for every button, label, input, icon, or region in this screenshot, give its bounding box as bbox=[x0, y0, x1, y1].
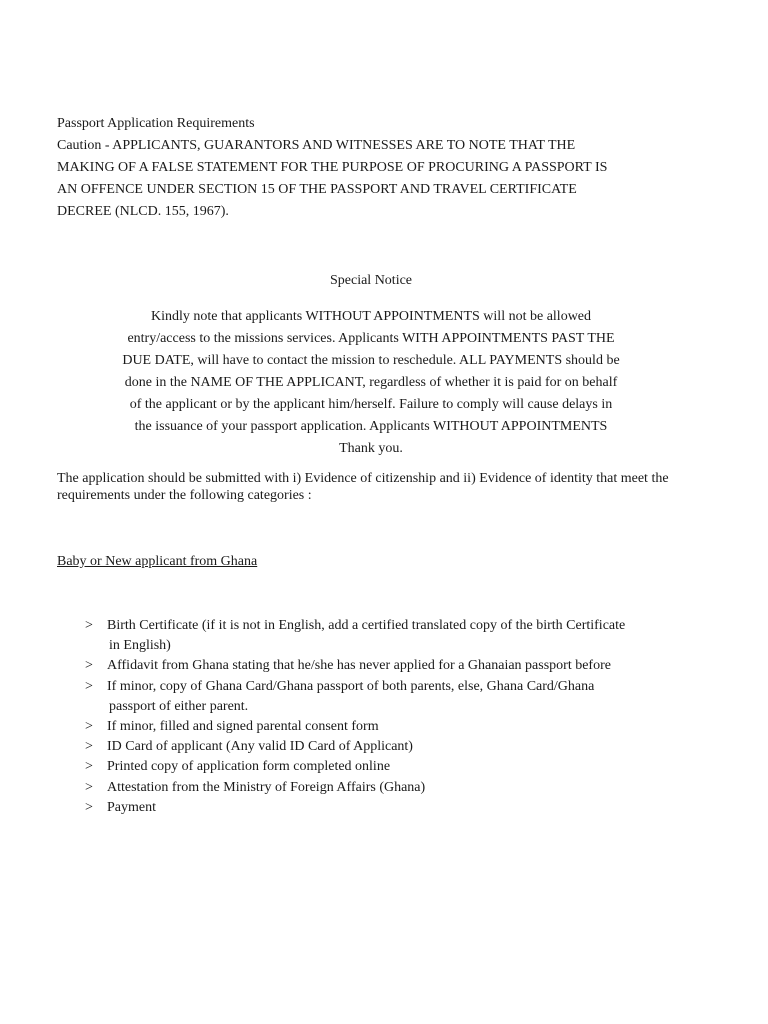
list-item bbox=[85, 757, 705, 777]
bullet-marker: > bbox=[85, 678, 93, 694]
bullet-marker: > bbox=[85, 779, 93, 795]
notice-line: entry/access to the missions services. Applicants WITH APPOINTMENTS PAST THE bbox=[127, 331, 615, 346]
caution-line: Caution - APPLICANTS, GUARANTORS AND WITNESSES ARE TO NOTE THAT THE bbox=[57, 138, 576, 153]
notice-line: Kindly note that applicants WITHOUT APPOINTMENTS will not be allowed bbox=[150, 309, 592, 324]
list-item-line: Attestation from the Ministry of Foreign Affairs (Ghana) bbox=[107, 779, 426, 795]
notice-line: the issuance of your passport application. Applicants WITHOUT APPOINTMENTS bbox=[134, 419, 608, 434]
list-item-text bbox=[107, 717, 705, 737]
list-item bbox=[85, 616, 705, 656]
list-item bbox=[85, 656, 705, 676]
list-item bbox=[85, 737, 705, 757]
bullet-marker: > bbox=[85, 719, 93, 735]
list-item-text bbox=[107, 677, 705, 717]
notice-line: of the applicant or by the applicant him/herself. Failure to comply will cause delays in bbox=[129, 397, 613, 412]
list-item-line: If minor, copy of Ghana Card/Ghana passport of both parents, else, Ghana Card/Ghana bbox=[107, 678, 595, 694]
list-item-text bbox=[107, 778, 705, 798]
list-item bbox=[85, 798, 705, 818]
list-item bbox=[85, 717, 705, 737]
bullet-marker: > bbox=[85, 759, 93, 775]
list-item-line: ID Card of applicant (Any valid ID Card of Applicant) bbox=[107, 739, 413, 755]
bullet-marker: > bbox=[85, 739, 93, 755]
requirements-list bbox=[85, 616, 705, 818]
caution-line: AN OFFENCE UNDER SECTION 15 OF THE PASSPORT AND TRAVEL CERTIFICATE bbox=[57, 182, 577, 197]
caution-paragraph bbox=[57, 135, 707, 223]
notice-line: done in the NAME OF THE APPLICANT, regardless of whether it is paid for on behalf bbox=[124, 375, 618, 390]
list-item-text bbox=[107, 757, 705, 777]
list-item-text bbox=[107, 737, 705, 757]
caution-line: MAKING OF A FALSE STATEMENT FOR THE PURPOSE OF PROCURING A PASSPORT IS bbox=[57, 160, 608, 175]
list-item-line: in English) bbox=[109, 638, 171, 654]
section-title: Baby or New applicant from Ghana bbox=[57, 554, 258, 569]
notice-line: DUE DATE, will have to contact the mission to reschedule. ALL PAYMENTS should be bbox=[122, 353, 620, 368]
list-item-line: Affidavit from Ghana stating that he/she has never applied for a Ghanaian passport before bbox=[107, 658, 611, 674]
list-item-text bbox=[107, 656, 705, 676]
special-notice-body bbox=[0, 306, 742, 460]
document-heading: Passport Application Requirements bbox=[57, 116, 255, 131]
list-item-line: Printed copy of application form completed online bbox=[107, 759, 391, 775]
notice-line: Thank you. bbox=[339, 441, 403, 456]
list-item bbox=[85, 778, 705, 798]
bullet-marker: > bbox=[85, 618, 93, 633]
caution-line: DECREE (NLCD. 155, 1967). bbox=[57, 204, 229, 219]
list-item-line: If minor, filled and signed parental consent form bbox=[107, 719, 379, 735]
list-item-text bbox=[107, 798, 705, 818]
list-item bbox=[85, 677, 705, 717]
bullet-marker: > bbox=[85, 799, 93, 815]
special-notice-title: Special Notice bbox=[329, 273, 413, 288]
list-item-line: passport of either parent. bbox=[109, 698, 249, 714]
intro-paragraph: The application should be submitted with i) Evidence of citizenship and ii) Evidence of identity that meet the requirements under the following categories : bbox=[57, 471, 669, 503]
list-item-line: Birth Certificate (if it is not in English, add a certified translated copy of the birth Certificate bbox=[107, 618, 626, 633]
list-item-line: Payment bbox=[107, 799, 156, 815]
list-item-text bbox=[107, 616, 705, 656]
bullet-marker: > bbox=[85, 658, 93, 674]
